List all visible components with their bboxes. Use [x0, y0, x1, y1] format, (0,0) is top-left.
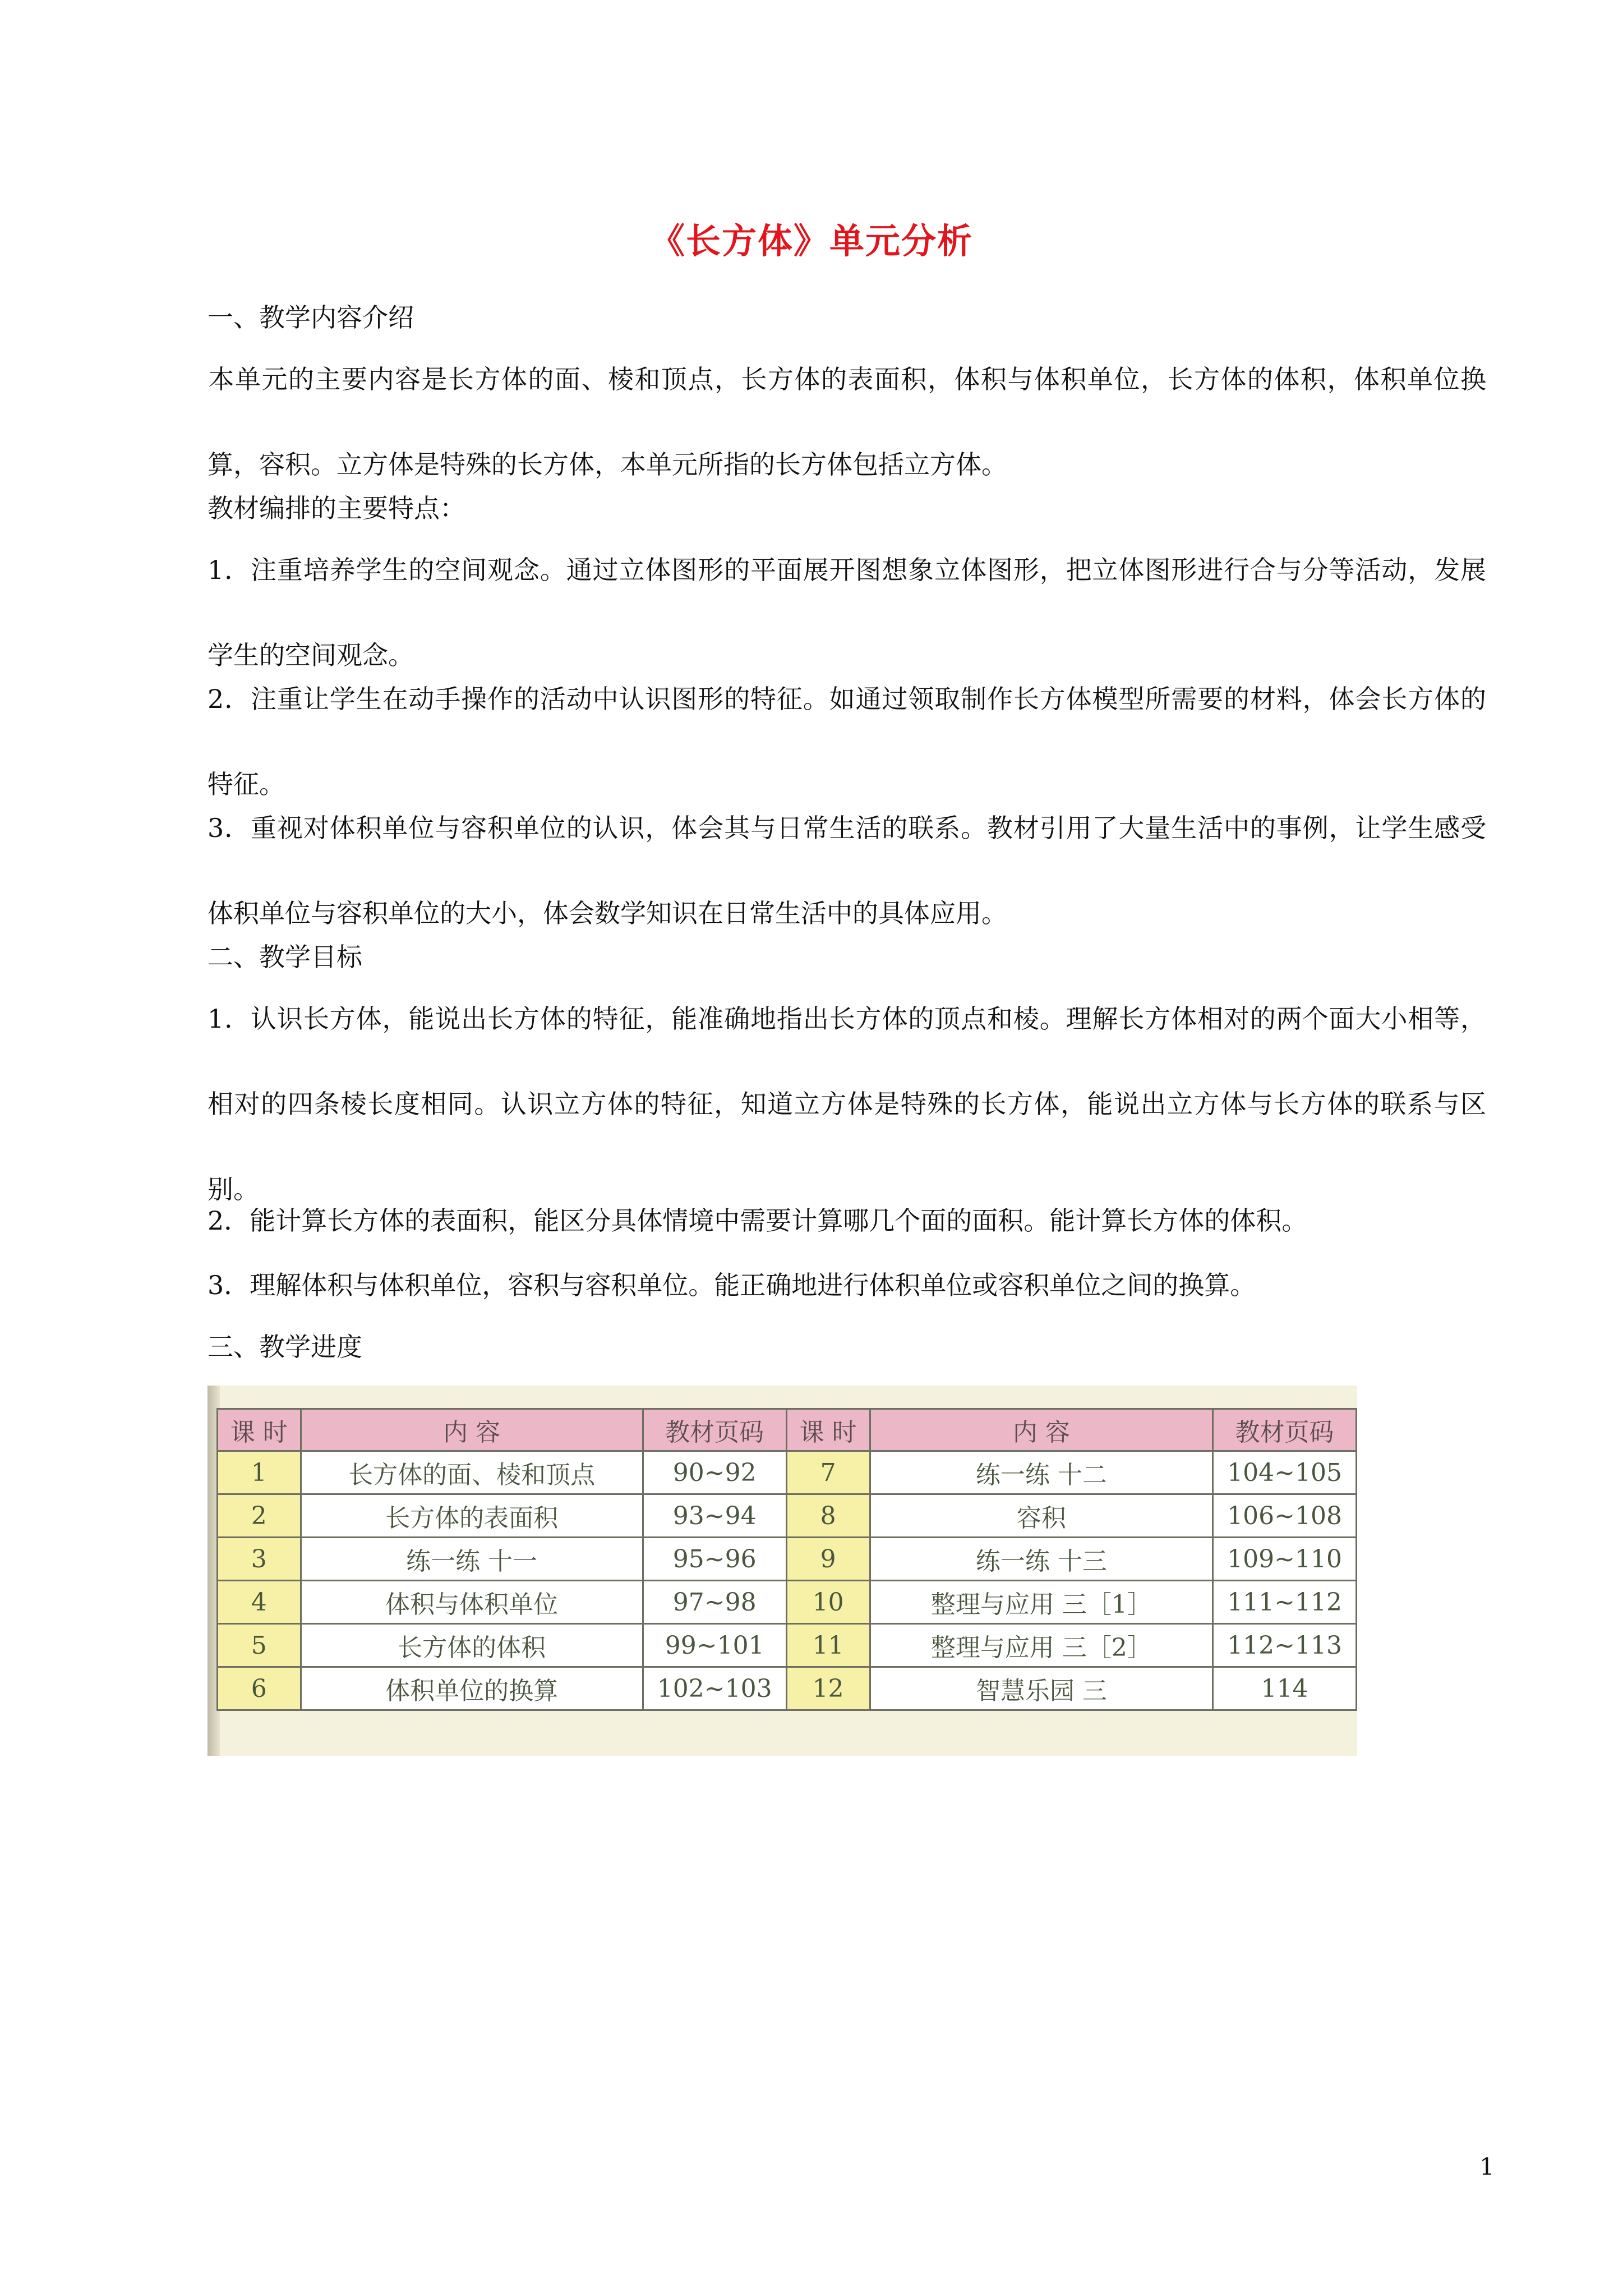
table-row — [218, 1451, 1357, 1494]
lesson-cell: 10 — [786, 1581, 870, 1624]
pages-cell: 114 — [1213, 1667, 1357, 1710]
header-lesson: 课 时 — [786, 1409, 870, 1451]
lesson-cell: 7 — [786, 1451, 870, 1494]
pages-cell: 97~98 — [643, 1581, 786, 1624]
pages-cell: 111~112 — [1213, 1581, 1357, 1624]
lesson-cell: 8 — [786, 1494, 870, 1538]
feature-3: 3．重视对体积单位与容积单位的认识，体会其与日常生活的联系。教材引用了大量生活中的事例，让学生感受体积单位与容积单位的大小，体会数学知识在日常生活中的具体应用。 — [208, 813, 1486, 928]
pages-cell: 104~105 — [1213, 1451, 1357, 1494]
header-pages: 教材页码 — [1213, 1409, 1357, 1451]
table-row — [218, 1667, 1357, 1710]
feature-2: 2．注重让学生在动手操作的活动中认识图形的特征。如通过领取制作长方体模型所需要的材料，体会长方体的特征。 — [208, 684, 1486, 799]
pages-cell: 93~94 — [643, 1494, 786, 1538]
pages-cell: 95~96 — [643, 1538, 786, 1581]
pages-cell: 109~110 — [1213, 1538, 1357, 1581]
lesson-cell: 2 — [218, 1494, 301, 1538]
content-cell: 容积 — [870, 1494, 1212, 1538]
content-cell: 练一练 十一 — [301, 1538, 643, 1581]
content-cell: 长方体的体积 — [301, 1624, 643, 1667]
header-content: 内 容 — [301, 1409, 643, 1451]
content-cell: 长方体的表面积 — [301, 1494, 643, 1538]
lesson-cell: 9 — [786, 1538, 870, 1581]
content-cell: 练一练 十三 — [870, 1538, 1212, 1581]
lesson-cell: 3 — [218, 1538, 301, 1581]
schedule-table — [216, 1408, 1357, 1711]
content-cell: 整理与应用 三［1］ — [870, 1581, 1212, 1624]
lesson-cell: 11 — [786, 1624, 870, 1667]
features-heading: 教材编排的主要特点： — [208, 493, 465, 523]
section-heading-content: 一、教学内容介绍 — [208, 302, 414, 333]
feature-1: 1．注重培养学生的空间观念。通过立体图形的平面展开图想象立体图形，把立体图形进行合与分等活动，发展学生的空间观念。 — [208, 555, 1486, 670]
content-cell: 体积单位的换算 — [301, 1667, 643, 1710]
goal-1: 1．认识长方体，能说出长方体的特征，能准确地指出长方体的顶点和棱。理解长方体相对的两个面大小相等，相对的四条棱长度相同。认识立方体的特征，知道立方体是特殊的长方体，能说出立方体与长方体的联系与区别。 — [208, 1004, 1486, 1204]
pages-cell: 99~101 — [643, 1624, 786, 1667]
pages-cell: 106~108 — [1213, 1494, 1357, 1538]
lesson-cell: 4 — [218, 1581, 301, 1624]
content-cell: 整理与应用 三［2］ — [870, 1624, 1212, 1667]
pages-cell: 90~92 — [643, 1451, 786, 1494]
intro-paragraph — [208, 337, 1486, 507]
lesson-cell: 5 — [218, 1624, 301, 1667]
lesson-cell: 6 — [218, 1667, 301, 1710]
goal-2: 2．能计算长方体的表面积，能区分具体情境中需要计算哪几个面的面积。能计算长方体的体积。 — [208, 1205, 1308, 1236]
page-title: 《长方体》单元分析 — [649, 220, 973, 261]
lesson-cell: 12 — [786, 1667, 870, 1710]
header-pages: 教材页码 — [643, 1409, 786, 1451]
pages-cell: 112~113 — [1213, 1624, 1357, 1667]
section-heading-schedule: 三、教学进度 — [208, 1332, 362, 1362]
section-heading-goals: 二、教学目标 — [208, 942, 362, 972]
header-content: 内 容 — [870, 1409, 1212, 1451]
header-lesson: 课 时 — [218, 1409, 301, 1451]
content-cell: 体积与体积单位 — [301, 1581, 643, 1624]
schedule-table-image — [208, 1386, 1357, 1756]
table-row — [218, 1494, 1357, 1538]
content-cell: 长方体的面、棱和顶点 — [301, 1451, 643, 1494]
table-row — [218, 1538, 1357, 1581]
lesson-cell: 1 — [218, 1451, 301, 1494]
table-row — [218, 1624, 1357, 1667]
goal-3: 3．理解体积与体积单位，容积与容积单位。能正确地进行体积单位或容积单位之间的换算。 — [208, 1270, 1256, 1300]
content-cell: 智慧乐园 三 — [870, 1667, 1212, 1710]
pages-cell: 102~103 — [643, 1667, 786, 1710]
page-number: 1 — [1479, 2153, 1495, 2180]
table-row — [218, 1581, 1357, 1624]
table-header-row — [218, 1409, 1357, 1451]
content-cell: 练一练 十二 — [870, 1451, 1212, 1494]
intro-text: 本单元的主要内容是长方体的面、棱和顶点，长方体的表面积，体积与体积单位，长方体的体积，体积单位换算，容积。立方体是特殊的长方体，本单元所指的长方体包括立方体。 — [208, 364, 1486, 480]
